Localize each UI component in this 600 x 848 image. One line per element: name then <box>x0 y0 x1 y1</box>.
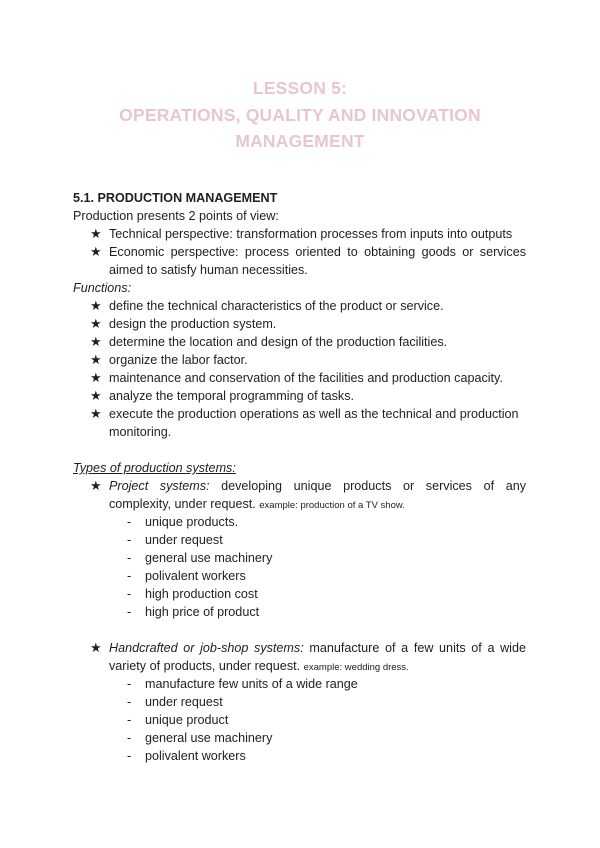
list-item: Economic perspective: process oriented to obtaining goods or services <box>109 245 526 259</box>
dash-bullet-icon: - <box>127 551 132 565</box>
list-item: maintenance and conservation of the facilities and production capacity. <box>109 371 503 385</box>
list-item: analyze the temporal programming of tasks. <box>109 389 354 403</box>
list-item <box>109 477 526 495</box>
dash-bullet-icon: - <box>127 713 132 727</box>
sub-list-item: under request <box>145 533 223 547</box>
dash-bullet-icon: - <box>127 515 132 529</box>
list-item-continuation <box>109 657 409 677</box>
lesson-title <box>0 75 600 155</box>
project-desc-continued: complexity, under request. <box>109 497 256 511</box>
star-bullet-icon: ★ <box>90 226 102 241</box>
star-bullet-icon: ★ <box>90 298 102 313</box>
star-bullet-icon: ★ <box>90 388 102 403</box>
dash-bullet-icon: - <box>127 749 132 763</box>
section-heading: 5.1. PRODUCTION MANAGEMENT <box>73 191 278 205</box>
star-bullet-icon: ★ <box>90 352 102 367</box>
sub-list-item: high production cost <box>145 587 258 601</box>
handcrafted-systems-desc: manufacture of a few units of a wide <box>303 641 526 655</box>
sub-list-item: high price of product <box>145 605 260 619</box>
sub-list-item: polivalent workers <box>145 569 246 583</box>
dash-bullet-icon: - <box>127 695 132 709</box>
project-systems-term: Project systems: <box>109 479 210 493</box>
dash-bullet-icon: - <box>127 533 132 547</box>
list-item: design the production system. <box>109 317 277 331</box>
sub-list-item: polivalent workers <box>145 749 246 763</box>
dash-bullet-icon: - <box>127 731 132 745</box>
intro-text: Production presents 2 points of view: <box>73 209 279 223</box>
title-line-1: LESSON 5: <box>252 78 348 98</box>
list-item: Technical perspective: transformation processes from inputs into outputs <box>109 227 513 241</box>
star-bullet-icon: ★ <box>90 640 102 655</box>
star-bullet-icon: ★ <box>90 244 102 259</box>
list-item: determine the location and design of the production facilities. <box>109 335 448 349</box>
project-example: example: production of a TV show. <box>259 500 405 511</box>
star-bullet-icon: ★ <box>90 370 102 385</box>
list-item-continuation: aimed to satisfy human necessities. <box>109 263 308 277</box>
list-item-continuation <box>109 495 405 515</box>
sub-list-item: general use machinery <box>145 551 273 565</box>
handcrafted-desc-continued: variety of products, under request. <box>109 659 301 673</box>
sub-list-item: general use machinery <box>145 731 273 745</box>
handcrafted-example: example: wedding dress. <box>303 662 409 673</box>
dash-bullet-icon: - <box>127 605 132 619</box>
title-line-3: MANAGEMENT <box>235 131 365 151</box>
list-item: organize the labor factor. <box>109 353 248 367</box>
star-bullet-icon: ★ <box>90 406 102 421</box>
sub-list-item: manufacture few units of a wide range <box>145 677 358 691</box>
list-item-continuation: monitoring. <box>109 425 172 439</box>
types-label: Types of production systems: <box>73 461 236 475</box>
dash-bullet-icon: - <box>127 587 132 601</box>
sub-list-item: unique product <box>145 713 229 727</box>
sub-list-item: under request <box>145 695 223 709</box>
handcrafted-systems-term: Handcrafted or job-shop systems: <box>109 641 304 655</box>
title-line-2: OPERATIONS, QUALITY AND INNOVATION <box>119 104 481 125</box>
list-item: execute the production operations as well as the technical and production <box>109 407 519 421</box>
list-item: define the technical characteristics of the product or service. <box>109 299 444 313</box>
project-systems-desc: developing unique products or services of any <box>209 479 526 493</box>
list-item <box>109 639 526 657</box>
functions-label: Functions: <box>73 281 132 295</box>
star-bullet-icon: ★ <box>90 316 102 331</box>
star-bullet-icon: ★ <box>90 478 102 493</box>
star-bullet-icon: ★ <box>90 334 102 349</box>
dash-bullet-icon: - <box>127 569 132 583</box>
sub-list-item: unique products. <box>145 515 239 529</box>
dash-bullet-icon: - <box>127 677 132 691</box>
